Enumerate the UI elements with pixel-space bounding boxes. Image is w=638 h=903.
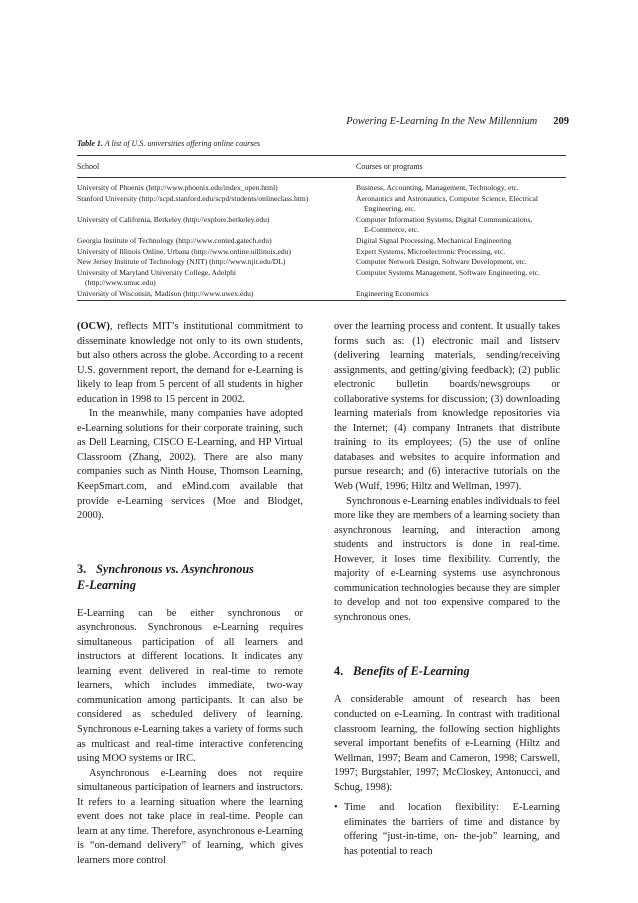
bullet-text: Time and location flexibility: E-Learning eliminates the barriers of time and distance by offering “just-in-time, on- the-job” learning, and has potential to reach <box>344 802 560 857</box>
table-caption <box>77 139 260 148</box>
table-cell-school <box>77 247 356 258</box>
table-row <box>77 268 566 289</box>
table-caption-label: Table 1. <box>77 139 103 148</box>
table-row <box>77 183 566 194</box>
table-cell-school <box>77 289 356 300</box>
table-bottom-rule <box>77 300 566 301</box>
paragraph: Synchronous e-Learning enables individuals to feel more like they are members of a learning society than asynchronous learning, and interaction among students and instructors is done in real-time. However, it loses time flexibility. Currently, the majority of e-Learning systems use asynchronous communication technologies because they are simpler to develop and not too expensive compared to the synchronous ones. <box>334 495 560 623</box>
table-cell-school <box>77 194 356 215</box>
school-line: University of Illinois Online, Urbana (http://www.online.uillinois.edu) <box>77 246 292 256</box>
school-line: New Jersey Institute of Technology (NJIT) (http://www.njit.edu/DL) <box>77 257 286 267</box>
section-3-number: 3. <box>77 561 87 576</box>
courses-line: Business, Accounting, Management, Technology, etc. <box>356 183 519 192</box>
school-line: Stanford University (http://scpd.stanford.edu/scpd/students/onlineclass.htm) <box>77 193 309 203</box>
table-row <box>77 247 566 258</box>
section-4-title: Benefits of E-Learning <box>353 664 470 679</box>
courses-line: Engineering Economics <box>356 288 429 298</box>
table-cell-school <box>77 215 356 236</box>
section-3-title-line2: E-Learning <box>77 577 136 592</box>
courses-line: E-Commerce, etc. <box>364 225 420 235</box>
table-cell-courses <box>356 215 566 236</box>
courses-line: Computer Network Design, Software Development, etc. <box>356 257 527 267</box>
table-cell-courses <box>356 183 566 194</box>
paragraph: E-Learning can be either synchronous or asynchronous. Synchronous e-Learning requires simultaneous participation of all learners and instructors at different locations. It indicates any learning event delivered in real-time to remote learners, which includes immediate, two-way communication among participants. It can also be considered as scheduled delivery of learning. Synchronous e-Learning takes a variety of forms such as multicast and real-time interactive conferencing using MOO systems or IRC. <box>77 607 303 765</box>
paragraph: over the learning process and content. It usually takes forms such as: (1) electronic mail and listserv (delivering learning materials, sending/receiving assignments, and getting/giving feedback); (2) public electronic bulletin boards/newsgroups or collaborative systems for discussion; (3) downloading learning materials from knowledge repositories via the Internet; (4) company Intranets that distribute training to its employees; (5) the use of online databases and websites to acquire information and pursue research; and (6) interactive tutorials on the Web (Wulf, 1996; Hiltz and Wellman, 1997). <box>334 321 560 493</box>
running-head <box>346 116 569 127</box>
table-cell-school <box>77 183 356 194</box>
page-number: 209 <box>553 116 569 127</box>
paragraph: Asynchronous e-Learning does not require simultaneous participation of learners and instructors. It refers to a learning situation where the learning event does not take place in real-time. People can learn at any time. Therefore, asynchronous e-Learning is “on-demand delivery” of learning, which gives learners more control <box>77 767 303 866</box>
table-top-rule <box>77 155 566 156</box>
courses-line: Digital Signal Processing, Mechanical Engineering <box>356 235 512 245</box>
paragraph <box>77 320 303 407</box>
school-line: (http://www.umuc.edu) <box>85 278 156 288</box>
table-cell-courses <box>356 236 566 247</box>
courses-line: Expert Systems, Microelectronic Processing, etc. <box>356 246 506 256</box>
bullet-dot: • <box>334 802 338 814</box>
ocw-term: (OCW) <box>77 321 110 332</box>
section-3-title-line1: Synchronous vs. Asynchronous <box>96 561 254 576</box>
table-header-rule <box>77 177 566 178</box>
school-line: Georgia Institute of Technology (http://www.conted.gatech.edu) <box>77 235 272 245</box>
table-row <box>77 215 566 236</box>
table-row <box>77 236 566 247</box>
table-cell-courses <box>356 289 566 300</box>
table-cell-school <box>77 268 356 289</box>
table-caption-text: A list of U.S. universities offering online courses <box>104 139 260 148</box>
paragraph: In the meanwhile, many companies have adopted e-Learning solutions for their corporate training, such as Dell Learning, CISCO E-Learning, and HP Virtual Classroom (Zhang, 2002). There are also many companies such as Ninth House, Thomson Learning, KeepSmart.com, and eMind.com available that provide e-Learning services (Moe and Blodget, 2000). <box>77 408 303 522</box>
table-header-school: School <box>77 162 100 171</box>
left-column <box>77 320 303 869</box>
table-cell-school <box>77 236 356 247</box>
right-column <box>334 320 560 860</box>
table-cell-courses <box>356 268 566 289</box>
school-line: University of California, Berkeley (http://explore.berkeley.edu) <box>77 214 270 224</box>
courses-line: Computer Systems Management, Software Engineering, etc. <box>356 267 540 277</box>
courses-line: Engineering, etc. <box>364 204 416 214</box>
table-cell-courses <box>356 257 566 268</box>
table-cell-courses <box>356 194 566 215</box>
courses-line: Computer Information Systems, Digital Communications, <box>356 214 533 224</box>
paragraph-text: , reflects MIT’s institutional commitment to disseminate knowledge not only to its own students, but also others across the globe. According to a recent U.S. government report, the demand for e-Learning is likely to leap from 5 percent of all students in higher education in 1998 to 15 percent in 2002. <box>77 321 303 405</box>
school-line: University of Maryland University College, Adelphi <box>77 267 237 277</box>
paragraph: A considerable amount of research has been conducted on e-Learning. In contrast with traditional classroom learning, the following section highlights several important benefits of e-Learning (Hiltz and Wellman, 1997; Beam and Cameron, 1998; Carswell, 1997; Burgstahler, 1997; McCloskey, Antonucci, and Schug, 1998): <box>334 694 560 793</box>
table-header-courses: Courses or programs <box>356 162 423 171</box>
table-cell-courses <box>356 247 566 258</box>
school-line: University of Wisconsin, Madison (http://www.uwex.edu) <box>77 288 254 298</box>
table-body <box>77 183 566 300</box>
section-3-heading <box>77 561 303 593</box>
table-row <box>77 289 566 300</box>
school-line: University of Phoenix (http://www.phoenix.edu/index_open.html) <box>77 183 278 192</box>
table-cell-school <box>77 257 356 268</box>
table-row <box>77 194 566 215</box>
courses-line: Aeronautics and Astronautics, Computer Science, Electrical <box>356 193 538 203</box>
section-4-heading <box>334 663 560 679</box>
bullet-item <box>334 801 560 859</box>
table-row <box>77 257 566 268</box>
section-4-number: 4. <box>334 664 344 679</box>
running-head-title: Powering E-Learning In the New Millennium <box>346 116 538 127</box>
